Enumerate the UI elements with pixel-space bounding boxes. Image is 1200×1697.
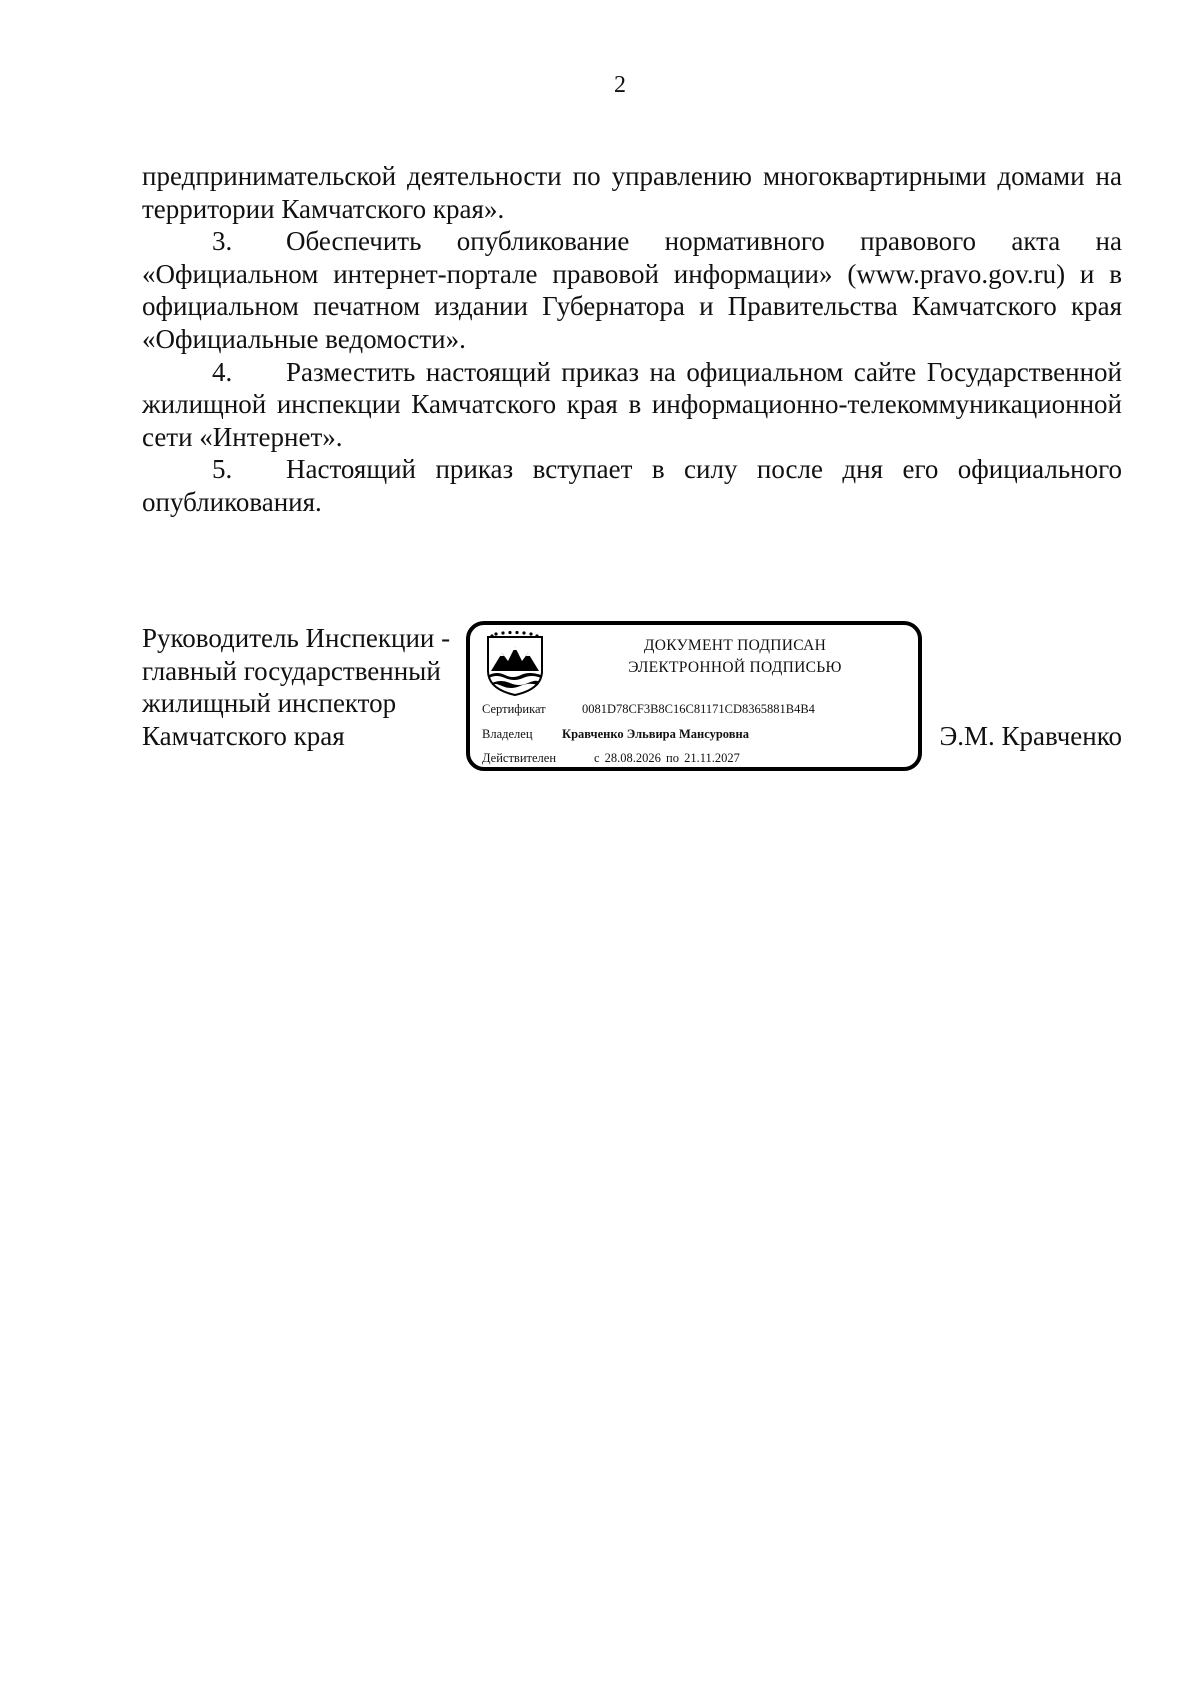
valid-label: Действителен — [482, 751, 557, 765]
item-number: 4. — [212, 356, 233, 387]
signer-position-line: жилищный инспектор — [142, 688, 397, 719]
paragraph-item-4 — [142, 356, 1122, 454]
owner-value: Кравченко Эльвира Мансуровна — [562, 727, 749, 741]
stamp-owner-row — [482, 727, 749, 742]
page-number: 2 — [614, 72, 626, 98]
stamp-certificate-row — [482, 702, 815, 717]
signer-position-line: Руководитель Инспекции - — [142, 623, 451, 653]
kamchatka-coat-of-arms-icon — [484, 631, 546, 697]
paragraph-continuation: предпринимательской деятельности по управлению многоквартирными домами на территории Камчатского края». — [142, 161, 1122, 224]
signer-position-line: главный государственный — [142, 655, 441, 686]
signer-position-line: Камчатского края — [142, 720, 345, 751]
stamp-header-line: ЭЛЕКТРОННОЙ ПОДПИСЬЮ — [628, 659, 842, 676]
stamp-header — [560, 635, 910, 679]
paragraph-item-5 — [142, 453, 1122, 518]
item-number: 5. — [212, 454, 233, 485]
paragraph-item-3 — [142, 225, 1122, 355]
item-text: Обеспечить опубликование нормативного правового акта на «Официальном интернет-портале правовой информации» (www.pravo.gov.ru) и в официальном печатном издании Губернатора и Правительства Камчатского края «Официальные ведомости». — [142, 226, 1122, 354]
stamp-header-line: ДОКУМЕНТ ПОДПИСАН — [643, 637, 827, 654]
item-text: Настоящий приказ вступает в силу после дня его официального опубликования. — [142, 454, 1122, 517]
owner-label: Владелец — [482, 727, 533, 741]
valid-value: с 28.08.2026 по 21.11.2027 — [594, 751, 740, 765]
certificate-label: Сертификат — [482, 702, 546, 716]
certificate-value: 0081D78CF3B8C16C81171CD8365881B4B4 — [582, 702, 815, 716]
document-body — [142, 160, 1122, 519]
signer-position — [142, 622, 472, 752]
stamp-validity-row — [482, 751, 740, 766]
item-number: 3. — [212, 226, 233, 257]
item-text: Разместить настоящий приказ на официальном сайте Государственной жилищной инспекции Камчатского края в информационно-телекоммуникационной сети «Интернет». — [142, 356, 1122, 452]
e-signature-stamp — [466, 621, 922, 771]
signer-name: Э.М. Кравченко — [939, 721, 1122, 751]
